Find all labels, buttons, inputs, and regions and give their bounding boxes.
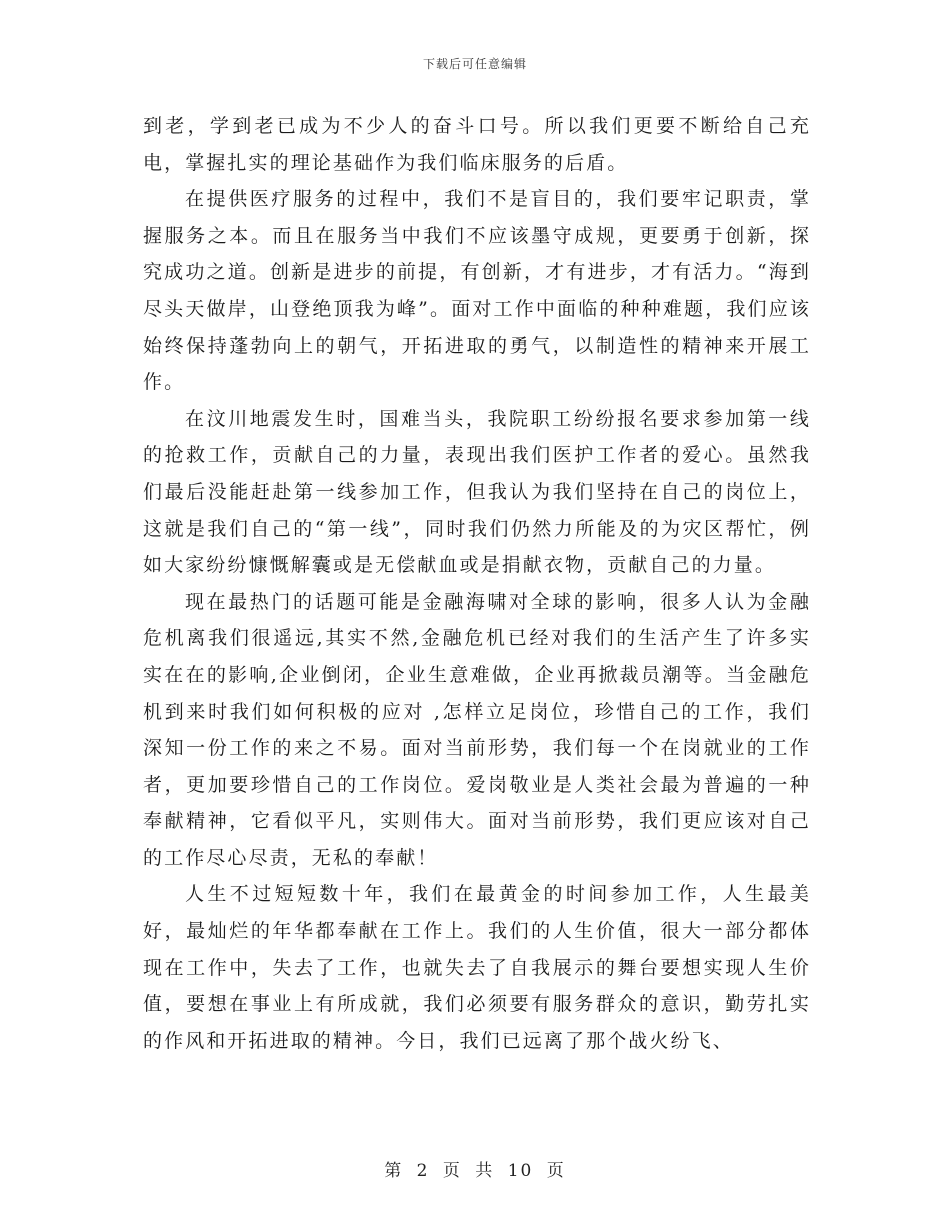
paragraph-1: 到老，学到老已成为不少人的奋斗口号。所以我们更要不断给自己充电，掌握扎实的理论基础作为我们临床服务的后盾。 xyxy=(143,115,811,174)
paragraph-2: 在提供医疗服务的过程中，我们不是盲目的，我们要牢记职责，掌握服务之本。而且在服务当中我们不应该墨守成规，更要勇于创新，探究成功之道。创新是进步的前提，有创新，才有进步，才有活力。“海到尽头天做岸，山登绝顶我为峰”。面对工作中面临的种种难题，我们应该始终保持蓬勃向上的朝气，开拓进取的勇气，以制造性的精神来开展工作。 xyxy=(143,188,811,394)
page-header: 下载后可任意编辑 xyxy=(422,57,527,71)
paragraph-5: 人生不过短短数十年，我们在最黄金的时间参加工作，人生最美好，最灿烂的年华都奉献在工作上。我们的人生价值，很大一部分都体现在工作中，失去了工作，也就失去了自我展示的舞台要想实现人生价值，要想在事业上有所成就，我们必须要有服务群众的意识，勤劳扎实的作风和开拓进取的精神。今日，我们已远离了那个战火纷飞、 xyxy=(143,883,811,1052)
page-footer: 第 2 页 共 10 页 xyxy=(384,1161,566,1181)
document-body xyxy=(143,108,811,1059)
paragraph-4: 现在最热门的话题可能是金融海啸对全球的影响，很多人认为金融危机离我们很遥远,其实不然,金融危机已经对我们的生活产生了许多实实在在的影响,企业倒闭，企业生意难做，企业再掀裁员潮等。当金融危机到来时我们如何积极的应对 ,怎样立足岗位，珍惜自己的工作，我们深知一份工作的来之不易。面对当前形势，我们每一个在岗就业的工作者，更加要珍惜自己的工作岗位。爱岗敬业是人类社会最为普遍的一种奉献精神，它看似平凡，实则伟大。面对当前形势，我们更应该对自己的工作尽心尽责，无私的奉献！ xyxy=(143,590,811,869)
paragraph-3: 在汶川地震发生时，国难当头，我院职工纷纷报名要求参加第一线的抢救工作，贡献自己的力量，表现出我们医护工作者的爱心。虽然我们最后没能赶赴第一线参加工作，但我认为我们坚持在自己的岗位上，这就是我们自己的“第一线”，同时我们仍然力所能及的为灾区帮忙，例如大家纷纷慷慨解囊或是无偿献血或是捐献衣物，贡献自己的力量。 xyxy=(143,407,811,577)
